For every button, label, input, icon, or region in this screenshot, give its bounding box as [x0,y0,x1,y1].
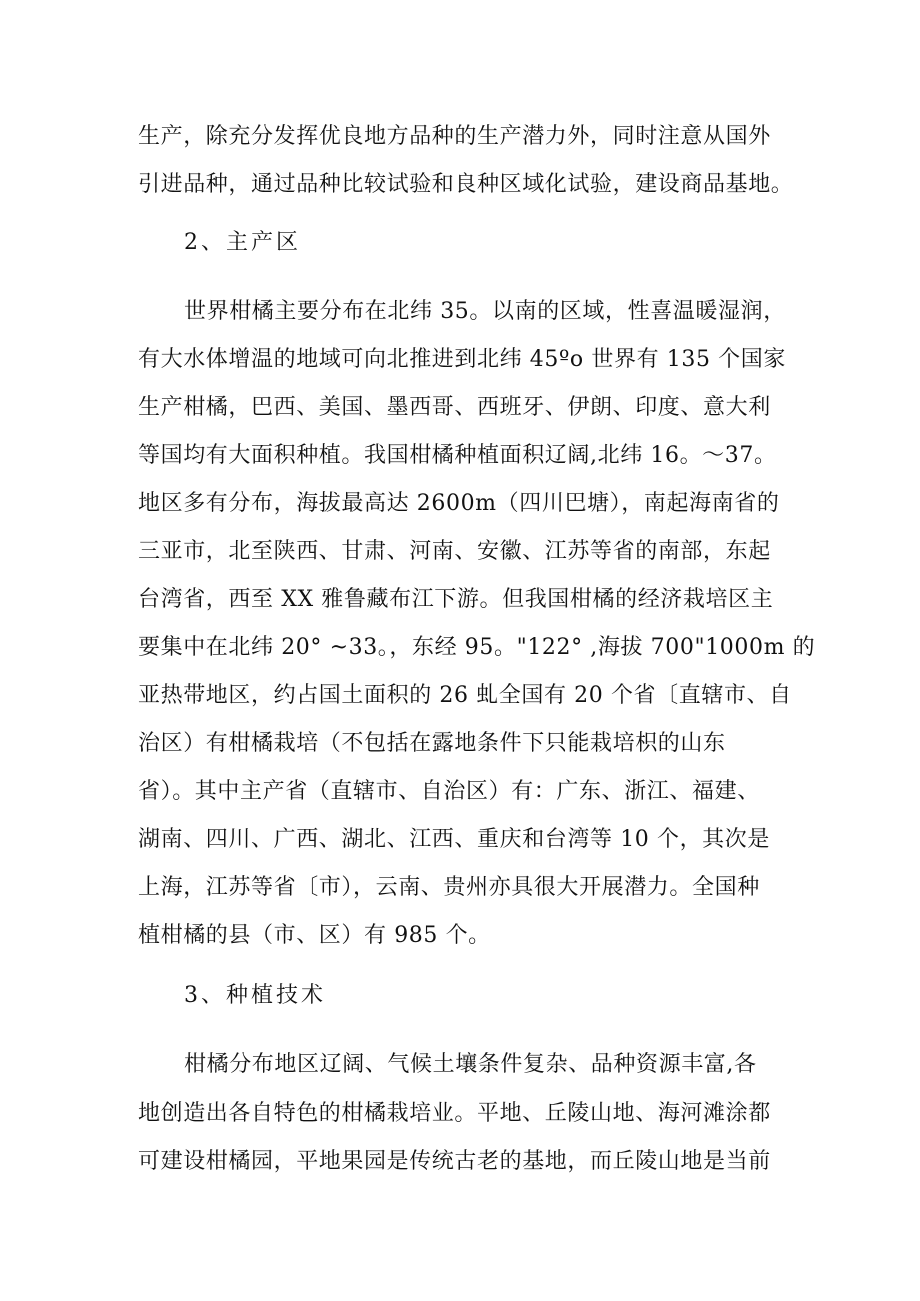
text-line: 世界柑橘主要分布在北纬 35。以南的区域，性喜温暖湿润， [184,299,786,324]
text-line: 有大水体增温的地域可向北推进到北纬 45ºo 世界有 135 个国家 [138,347,786,372]
text-line: 要集中在北纬 20° ~33。，东经 95。"122° ,海拔 700"1000m 的 [138,635,816,660]
section-heading-main-producing-areas: 2、主产区 [184,230,301,255]
text-line: 地区多有分布，海拔最高达 2600m（四川巴塘），南起海南省的 [138,491,780,516]
text-line: 湖南、四川、广西、湖北、江西、重庆和台湾等 10 个，其次是 [138,827,770,852]
text-line: 地创造出各自特色的柑橘栽培业。平地、丘陵山地、海河滩涂都 [138,1101,771,1126]
text-line: 植柑橘的县（市、区）有 985 个。 [138,923,491,948]
text-line: 上海，江苏等省〔市），云南、贵州亦具很大开展潜力。全国种 [138,875,760,900]
text-line: 三亚市，北至陕西、甘肃、河南、安徽、江苏等省的南部，东起 [138,539,771,564]
section-heading-planting-techniques: 3、种植技术 [184,983,326,1008]
text-line: 治区）有柑橘栽培（不包括在露地条件下只能栽培枳的山东 [138,731,726,756]
text-line: 柑橘分布地区辽阔、气候土壤条件复杂、品种资源丰富,各 [184,1052,757,1077]
text-line: 引进品种，通过品种比较试验和良种区域化试验，建设商品基地。 [138,172,794,197]
text-line: 可建设柑橘园，平地果园是传统古老的基地，而丘陵山地是当前 [138,1149,771,1174]
text-line: 台湾省，西至 XX 雅鲁藏布江下游。但我国柑橘的经济栽培区主 [138,587,774,612]
text-line: 生产，除充分发挥优良地方品种的生产潜力外，同时注意从国外 [138,124,771,149]
text-line: 省）。其中主产省（直辖市、自治区）有：广东、浙江、福建、 [138,779,760,804]
text-line: 亚热带地区，约占国土面积的 26 虬全国有 20 个省〔直辖市、自 [138,683,792,708]
text-line: 等国均有大面积种植。我国柑橘种植面积辽阔,北纬 16。～37。 [138,443,777,468]
text-line: 生产柑橘，巴西、美国、墨西哥、西班牙、伊朗、印度、意大利 [138,395,771,420]
